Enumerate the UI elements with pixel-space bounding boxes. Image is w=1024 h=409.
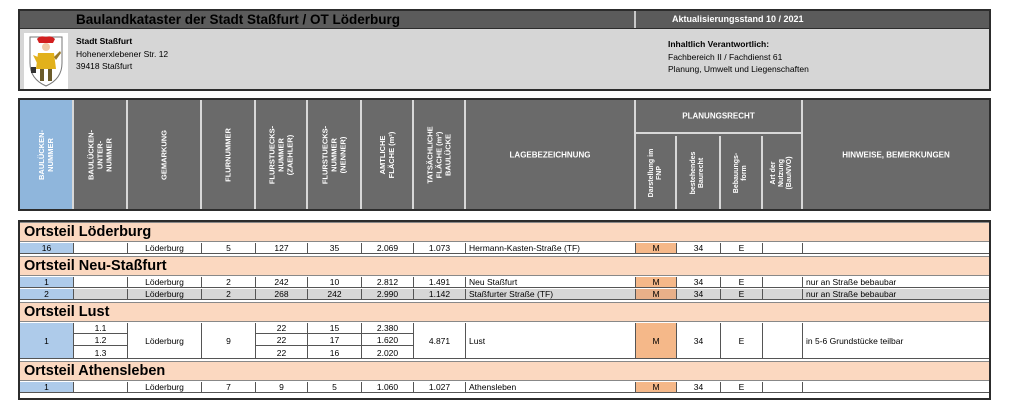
sub-row: 1.3 [94, 347, 107, 358]
section-title: Ortsteil Athensleben [24, 363, 166, 379]
sub-row: 16 [329, 347, 340, 358]
cell-form: E [721, 277, 763, 287]
col-label: Darstellung im FNP [647, 148, 663, 197]
address-city: 39418 Staßfurt [76, 61, 133, 71]
section-header [20, 222, 989, 242]
col-label: FLURSTUECKS- NUMMER (NENNER) [320, 125, 348, 184]
cell-nutzung [763, 289, 803, 299]
cell-flur: 2 [202, 289, 256, 299]
cell-fnp: M [636, 323, 677, 358]
responsible-area: Planung, Umwelt und Liegenschaften [668, 64, 809, 74]
cell-amtlich: 2.990 [362, 289, 414, 299]
cell-nutzung [763, 382, 803, 392]
cell-zaehler: 9 [256, 382, 308, 392]
responsible-dept: Fachbereich II / Fachdienst 61 [668, 51, 783, 62]
sub-row: 1.2 [74, 335, 127, 346]
col-nutzung [763, 136, 801, 209]
responsible-block [668, 38, 809, 76]
cell-baurecht: 34 [677, 277, 721, 287]
cadastre-header [18, 9, 991, 91]
cell-amtlich: 2.069 [362, 243, 414, 253]
table-row[interactable] [20, 277, 989, 288]
cell-hinweis [803, 382, 989, 392]
cell-form: E [721, 243, 763, 253]
cell-flur: 5 [202, 243, 256, 253]
cell-baurecht: 34 [677, 289, 721, 299]
col-label: AMTLICHE FLÄCHE (m²) [378, 131, 396, 178]
cell-hinweis: nur an Straße bebaubar [806, 289, 897, 299]
col-label: bestehendes Baurecht [690, 151, 705, 194]
coat-of-arms-icon [24, 33, 68, 89]
col-label: Art der Nutzung (BauNVO) [770, 155, 793, 190]
cell-nutzung [763, 277, 803, 287]
col-amtliche-flaeche [362, 100, 414, 209]
cell-gemarkung: Löderburg [128, 277, 202, 287]
cell-amtlich: 2.812 [362, 277, 414, 287]
cell-hinweis: nur an Straße bebaubar [806, 277, 897, 287]
col-label: FLURNUMMER [223, 127, 233, 182]
col-label: HINWEISE, BEMERKUNGEN [842, 150, 950, 159]
col-label: Bebauungs- form [733, 152, 748, 193]
cell-nenner: 35 [308, 243, 362, 253]
col-planungsrecht-group [636, 100, 803, 209]
cell-form: E [721, 382, 763, 392]
sub-row: 1.620 [362, 335, 413, 346]
cell-unter [74, 382, 128, 392]
cell-tats: 4.871 [414, 323, 466, 358]
cell-lage: Neu Staßfurt [466, 277, 636, 287]
col-gemarkung [128, 100, 202, 209]
cell-fnp: M [636, 289, 677, 299]
cell-nenner-group [308, 323, 362, 358]
col-hinweise [803, 100, 989, 209]
address-name: Stadt Staßfurt [76, 36, 133, 46]
col-fnp [636, 136, 677, 209]
cell-unter [74, 289, 128, 299]
cell-amtlich: 1.060 [362, 382, 414, 392]
cell-nr: 1 [20, 277, 74, 287]
section-title: Ortsteil Löderburg [24, 224, 152, 240]
sub-row: 15 [308, 323, 361, 334]
cell-tats: 1.142 [414, 289, 466, 299]
cell-nenner: 5 [308, 382, 362, 392]
cell-nutzung [763, 323, 803, 358]
sub-row: 22 [276, 347, 287, 358]
sub-row: 22 [256, 335, 307, 346]
cell-fnp: M [636, 243, 677, 253]
cell-nutzung [763, 243, 803, 253]
cell-fnp: M [636, 382, 677, 392]
cell-baurecht: 34 [677, 323, 721, 358]
sub-row: 2.020 [376, 347, 399, 358]
cell-lage: Athensleben [466, 382, 636, 392]
sub-row: 17 [308, 335, 361, 346]
cell-tats: 1.027 [414, 382, 466, 392]
cell-tats: 1.073 [414, 243, 466, 253]
update-date: Aktualisierungsstand 10 / 2021 [672, 14, 804, 24]
col-label: BAULÜCKEN- UNTER- NUMMER [86, 129, 114, 180]
cell-flur: 7 [202, 382, 256, 392]
table-row[interactable] [20, 289, 989, 300]
section-title: Ortsteil Neu-Staßfurt [24, 258, 167, 274]
col-label: LAGEBEZEICHNUNG [509, 150, 591, 159]
planungsrecht-heading [636, 100, 801, 134]
cell-lage: Lust [466, 323, 636, 358]
col-label: PLANUNGSRECHT [682, 111, 755, 121]
cell-amtlich-group [362, 323, 414, 358]
col-baulueckennummer [20, 100, 74, 209]
cell-gemarkung: Löderburg [128, 323, 202, 358]
sub-row: 1.1 [74, 323, 127, 334]
cell-lage: Staßfurter Straße (TF) [466, 289, 636, 299]
update-cell [634, 11, 989, 28]
responsible-label: Inhaltlich Verantwortlich: [668, 39, 770, 49]
table-row[interactable] [20, 243, 989, 254]
col-zaehler [256, 100, 308, 209]
title-bar [20, 11, 989, 29]
cell-unter-group [74, 323, 128, 358]
cell-zaehler-group [256, 323, 308, 358]
cell-lage: Hermann-Kasten-Straße (TF) [466, 243, 636, 253]
col-baurecht [677, 136, 721, 209]
col-label: FLURSTUECKS- NUMMER (ZAEHLER) [267, 125, 295, 184]
cell-gemarkung: Löderburg [128, 289, 202, 299]
cell-unter [74, 277, 128, 287]
cell-zaehler: 242 [256, 277, 308, 287]
cell-nr: 1 [20, 323, 74, 358]
col-label: GEMARKUNG [159, 129, 169, 180]
col-tatsaechliche-flaeche [414, 100, 466, 209]
cell-tats: 1.491 [414, 277, 466, 287]
cell-nr: 2 [20, 289, 74, 299]
table-row[interactable] [20, 323, 989, 359]
address-block [76, 35, 168, 73]
col-unternummer [74, 100, 128, 209]
address-street: Hohenerxlebener Str. 12 [76, 48, 169, 59]
cell-form: E [721, 323, 763, 358]
col-label: TATSÄCHLICHE FLÄCHE (m²) BAULÜCKE [425, 125, 453, 184]
cell-zaehler: 127 [256, 243, 308, 253]
cell-baurecht: 34 [677, 243, 721, 253]
col-lagebezeichnung [466, 100, 636, 209]
cell-baurecht: 34 [677, 382, 721, 392]
cell-hinweis [803, 243, 989, 253]
sub-row: 2.380 [362, 323, 413, 334]
cell-nenner: 242 [308, 289, 362, 299]
sub-row: 22 [256, 323, 307, 334]
column-header-row [18, 98, 991, 211]
cell-unter [74, 243, 128, 253]
section-header [20, 302, 989, 322]
cell-nr: 16 [20, 243, 74, 253]
cell-hinweis: in 5-6 Grundstücke teilbar [806, 335, 904, 346]
col-flurnummer [202, 100, 256, 209]
cell-fnp: M [636, 277, 677, 287]
col-nenner [308, 100, 362, 209]
cell-gemarkung: Löderburg [128, 382, 202, 392]
col-label: BAULÜCKEN- NUMMER [37, 129, 55, 180]
data-table [18, 220, 991, 400]
cell-zaehler: 268 [256, 289, 308, 299]
col-bebauungsform [721, 136, 763, 209]
page-title: Baulandkataster der Stadt Staßfurt / OT Löderburg [76, 12, 401, 27]
cell-flur: 9 [202, 323, 256, 358]
section-title: Ortsteil Lust [24, 304, 110, 320]
cell-nenner: 10 [308, 277, 362, 287]
cell-nr: 1 [20, 382, 74, 392]
section-header [20, 256, 989, 276]
section-header [20, 361, 989, 381]
cell-gemarkung: Löderburg [128, 243, 202, 253]
cell-flur: 2 [202, 277, 256, 287]
cell-form: E [721, 289, 763, 299]
table-row[interactable] [20, 382, 989, 393]
